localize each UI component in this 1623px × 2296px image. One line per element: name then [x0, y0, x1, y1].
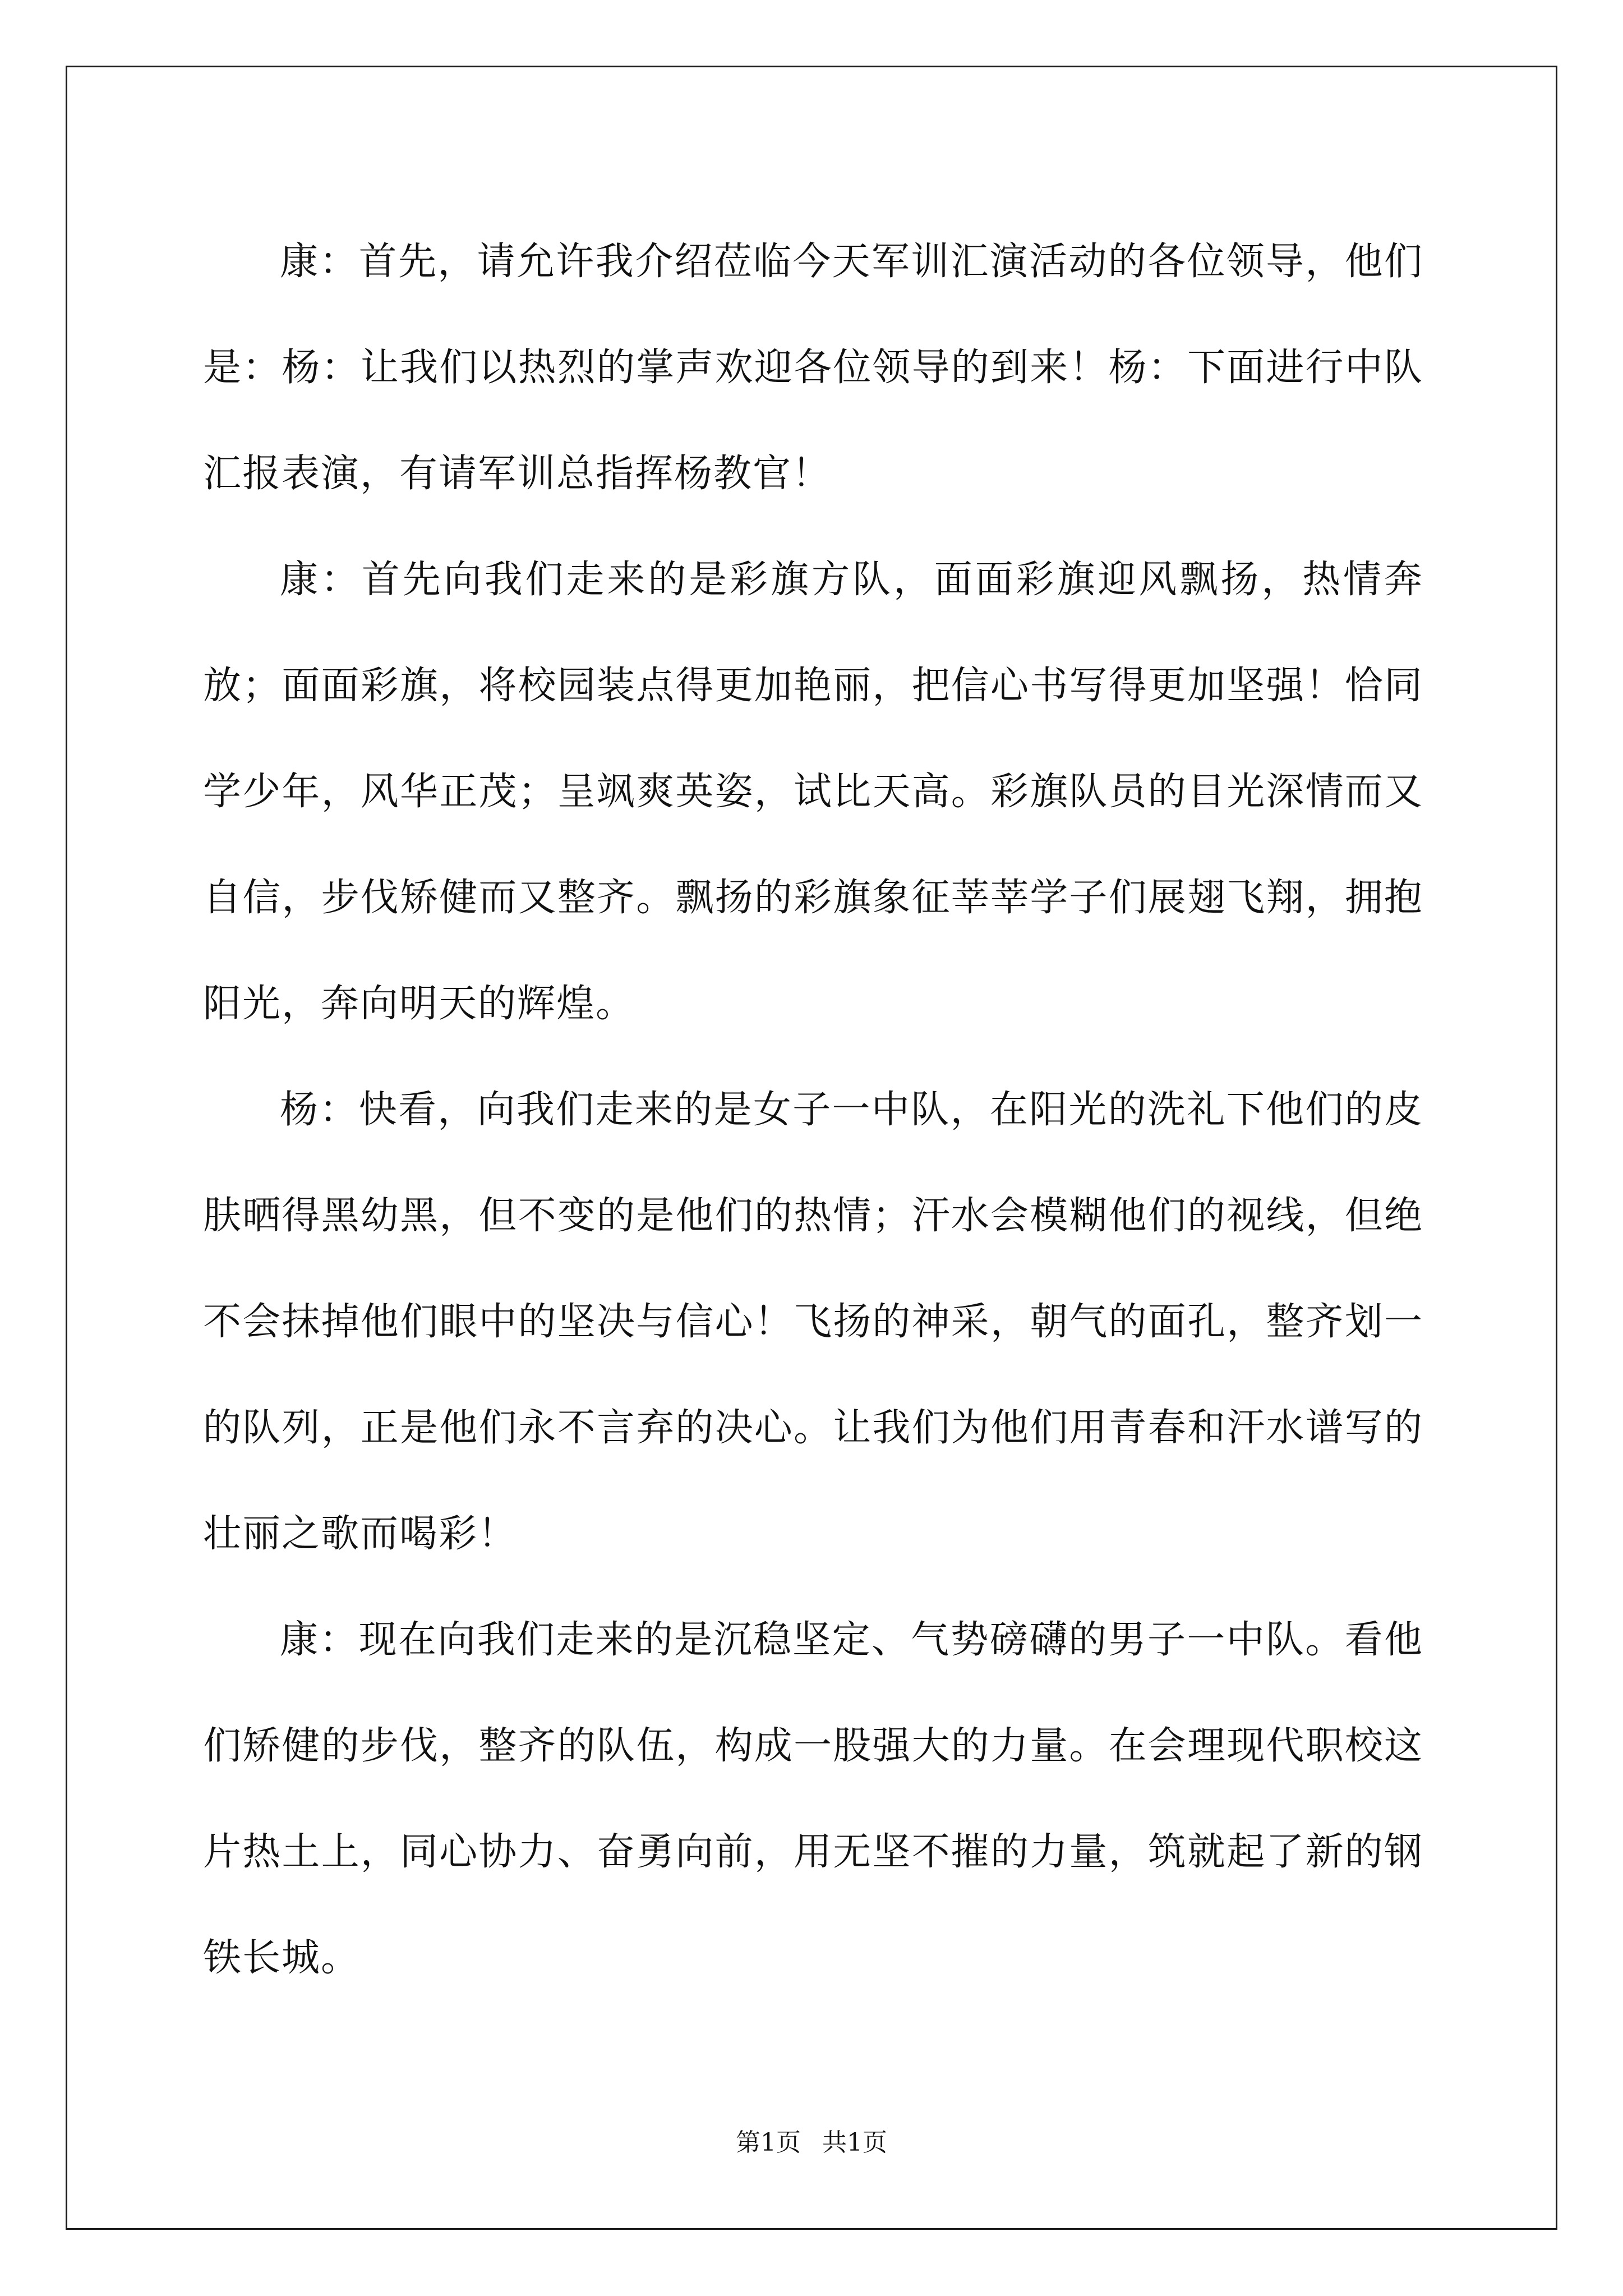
document-body: [203, 209, 1423, 2011]
paragraph-4: 康：现在向我们走来的是沉稳坚定、气势磅礴的男子一中队。看他们矫健的步伐，整齐的队伍，构成一股强大的力量。在会理现代职校这片热土上，同心协力、奋勇向前，用无坚不摧的力量，筑就起了新的钢铁长城。: [203, 1618, 1423, 1980]
paragraph-3: 杨：快看，向我们走来的是女子一中队，在阳光的洗礼下他们的皮肤晒得黑幼黑，但不变的是他们的热情；汗水会模糊他们的视线，但绝不会抹掉他们眼中的坚决与信心！飞扬的神采，朝气的面孔，整齐划一的队列，正是他们永不言弃的决心。让我们为他们用青春和汗水谱写的壮丽之歌而喝彩！: [203, 1088, 1423, 1556]
paragraph-1: 康：首先，请允许我介绍莅临今天军训汇演活动的各位领导，他们是：杨：让我们以热烈的掌声欢迎各位领导的到来！杨：下面进行中队汇报表演，有请军训总指挥杨教官！: [203, 240, 1423, 496]
paragraph-2: 康：首先向我们走来的是彩旗方队，面面彩旗迎风飘扬，热情奔放；面面彩旗，将校园装点得更加艳丽，把信心书写得更加坚强！恰同学少年，风华正茂；呈飒爽英姿，试比天高。彩旗队员的目光深情而又自信，步伐矫健而又整齐。飘扬的彩旗象征莘莘学子们展翅飞翔，拥抱阳光，奔向明天的辉煌。: [203, 558, 1423, 1026]
page-footer: [0, 2126, 1623, 2160]
page-total: 共1页: [822, 2128, 887, 2157]
page-number: 第1页: [736, 2128, 801, 2157]
